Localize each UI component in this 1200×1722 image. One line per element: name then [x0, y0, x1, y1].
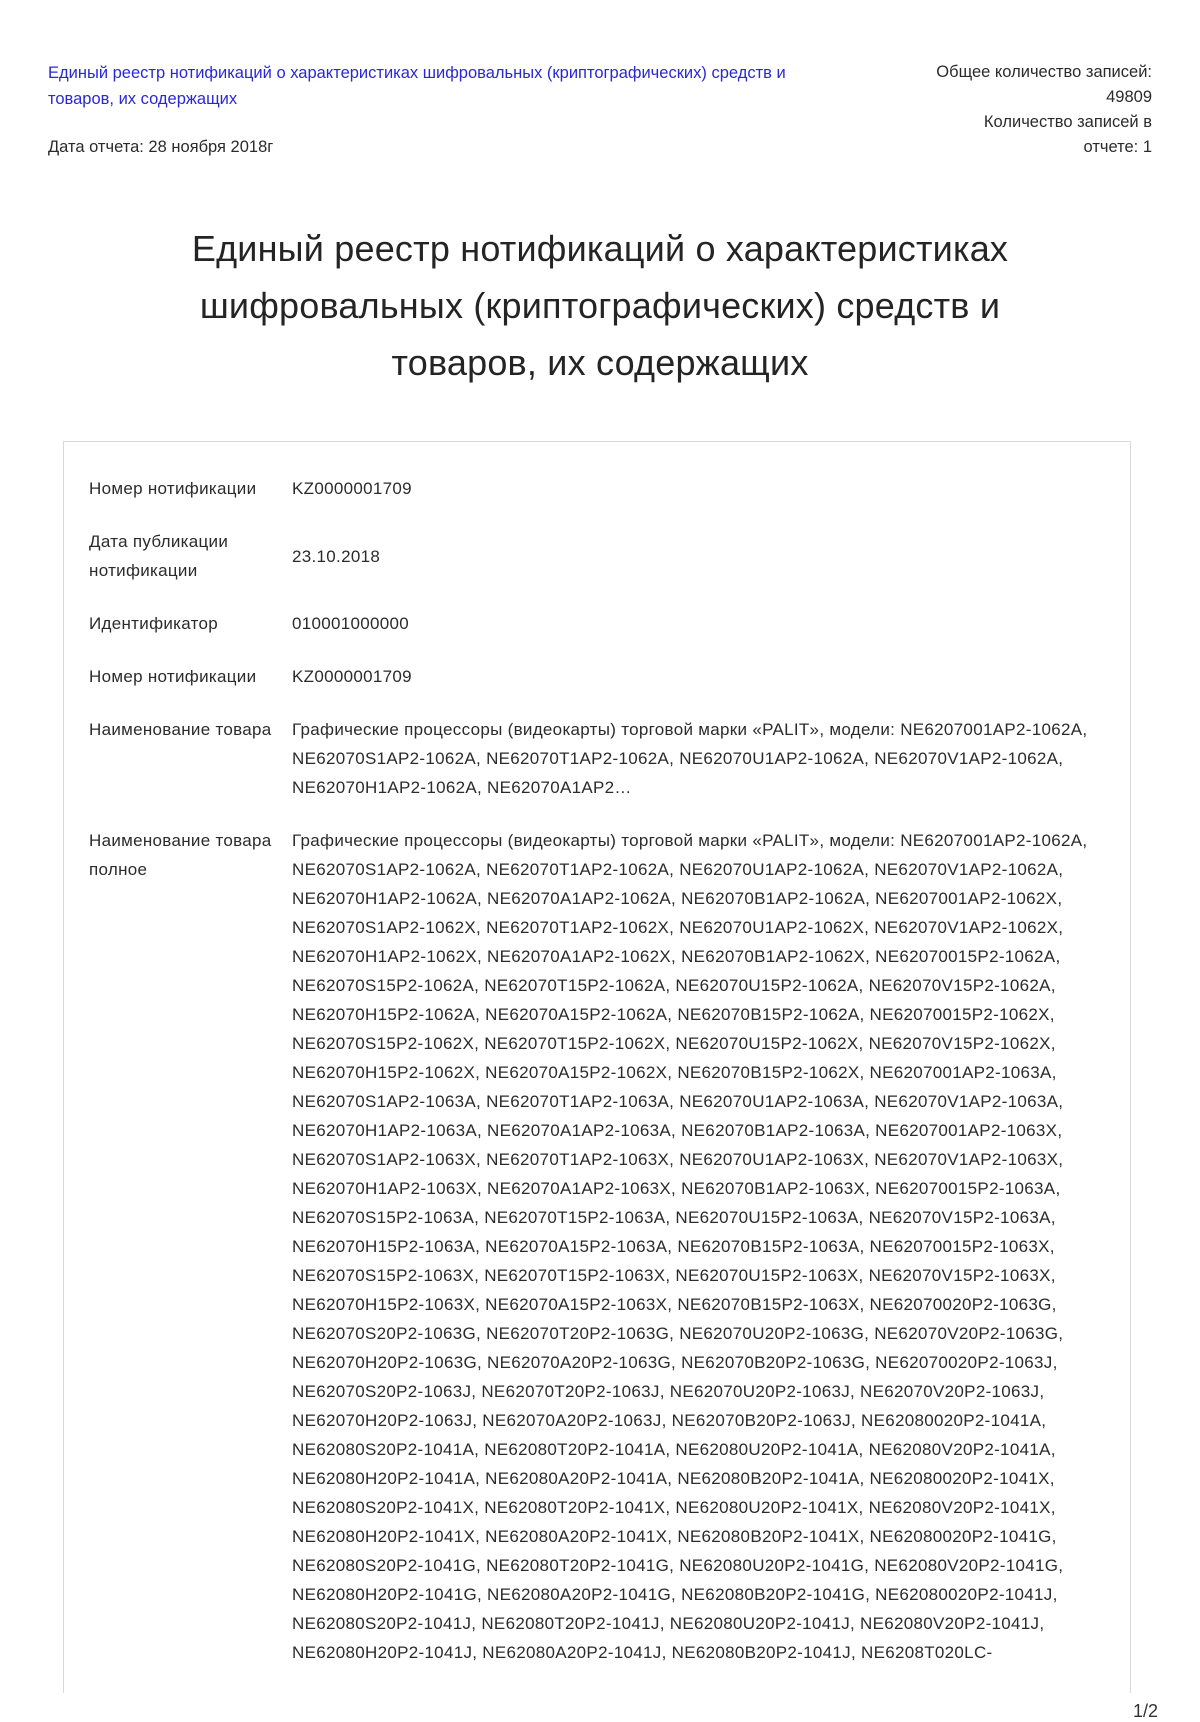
registry-link[interactable]: Единый реестр нотификаций о характеристиках шифровальных (криптографических) средств и товаров, их содержащих — [48, 64, 786, 108]
record-row-notification-number-2 — [89, 650, 1122, 703]
total-records-label: Общее количество записей: — [936, 63, 1152, 81]
report-header — [48, 0, 1152, 160]
page-title: Единый реестр нотификаций о характеристиках шифровальных (криптографических) средств и товаров, их содержащих — [191, 228, 1009, 383]
field-label: Наименование товара — [89, 720, 272, 739]
record-row-product-name — [89, 703, 1122, 814]
record-row-publication-date — [89, 515, 1122, 597]
field-label: Идентификатор — [89, 614, 219, 633]
total-records-value: 49809 — [1106, 88, 1152, 106]
header-stats — [900, 60, 1152, 160]
field-value: KZ0000001709 — [292, 479, 412, 498]
field-label: Наименование товара полное — [89, 831, 272, 879]
report-date: Дата отчета: 28 ноября 2018г — [48, 138, 274, 156]
report-records-value: отчете: 1 — [1083, 138, 1152, 156]
total-records-stat — [900, 60, 1152, 110]
record-row-product-name-full — [89, 814, 1122, 1679]
field-value: Графические процессоры (видеокарты) торговой марки «PALIT», модели: NE6207001AP2-1062A, NE62070S1AP2-1062A, NE62070T1AP2-1062A, NE62070U1AP2-1062A, NE62070V1AP2-1062A, NE62070H1AP2-1062A, NE62070A1AP2… — [292, 720, 1088, 797]
field-label: Номер нотификации — [89, 667, 257, 686]
field-value: Графические процессоры (видеокарты) торговой марки «PALIT», модели: NE6207001AP2-1062A, NE62070S1AP2-1062A, NE62070T1AP2-1062A, NE62070U1AP2-1062A, NE62070V1AP2-1062A, NE62070H1AP2-1062A, NE62070A1AP2-1062A, NE62070B1AP2-1062A, NE6207001AP2-1062X, NE62070S1AP2-1062X, NE62070T1AP2-1062X, NE62070U1AP2-1062X, NE62070V1AP2-1062X, NE62070H1AP2-1062X, NE62070A1AP2-1062X, NE62070B1AP2-1062X, NE62070015P2-1062A, NE62070S15P2-1062A, NE62070T15P2-1062A, NE62070U15P2-1062A, NE62070V15P2-1062A, NE62070H15P2-1062A, NE62070A15P2-1062A, NE62070B15P2-1062A, NE62070015P2-1062X, NE62070S15P2-1062X, NE62070T15P2-1062X, NE62070U15P2-1062X, NE62070V15P2-1062X, NE62070H15P2-1062X, NE62070A15P2-1062X, NE62070B15P2-1062X, NE6207001AP2-1063A, NE62070S1AP2-1063A, NE62070T1AP2-1063A, NE62070U1AP2-1063A, NE62070V1AP2-1063A, NE62070H1AP2-1063A, NE62070A1AP2-1063A, NE62070B1AP2-1063A, NE6207001AP2-1063X, NE62070S1AP2-1063X, NE62070T1AP2-1063X, NE62070U1AP2-1063X, NE62070V1AP2-1063X, NE62070H1AP2-1063X, NE62070A1AP2-1063X, NE62070B1AP2-1063X, NE62070015P2-1063A, NE62070S15P2-1063A, NE62070T15P2-1063A, NE62070U15P2-1063A, NE62070V15P2-1063A, NE62070H15P2-1063A, NE62070A15P2-1063A, NE62070B15P2-1063A, NE62070015P2-1063X, NE62070S15P2-1063X, NE62070T15P2-1063X, NE62070U15P2-1063X, NE62070V15P2-1063X, NE62070H15P2-1063X, NE62070A15P2-1063X, NE62070B15P2-1063X, NE62070020P2-1063G, NE62070S20P2-1063G, NE62070T20P2-1063G, NE62070U20P2-1063G, NE62070V20P2-1063G, NE62070H20P2-1063G, NE62070A20P2-1063G, NE62070B20P2-1063G, NE62070020P2-1063J, NE62070S20P2-1063J, NE62070T20P2-1063J, NE62070U20P2-1063J, NE62070V20P2-1063J, NE62070H20P2-1063J, NE62070A20P2-1063J, NE62070B20P2-1063J, NE62080020P2-1041A, NE62080S20P2-1041A, NE62080T20P2-1041A, NE62080U20P2-1041A, NE62080V20P2-1041A, NE62080H20P2-1041A, NE62080A20P2-1041A, NE62080B20P2-1041A, NE62080020P2-1041X, NE62080S20P2-1041X, NE62080T20P2-1041X, NE62080U20P2-1041X, NE62080V20P2-1041X, NE62080H20P2-1041X, NE62080A20P2-1041X, NE62080B20P2-1041X, NE62080020P2-1041G, NE62080S20P2-1041G, NE62080T20P2-1041G, NE62080U20P2-1041G, NE62080V20P2-1041G, NE62080H20P2-1041G, NE62080A20P2-1041G, NE62080B20P2-1041G, NE62080020P2-1041J, NE62080S20P2-1041J, NE62080T20P2-1041J, NE62080U20P2-1041J, NE62080V20P2-1041J, NE62080H20P2-1041J, NE62080A20P2-1041J, NE62080B20P2-1041J, NE6208T020LC- — [292, 831, 1088, 1662]
field-value: 010001000000 — [292, 614, 410, 633]
report-records-stat — [900, 110, 1152, 160]
report-records-label: Количество записей в — [983, 113, 1152, 131]
record-row-notification-number — [89, 462, 1122, 515]
field-value: 23.10.2018 — [292, 546, 381, 566]
record-row-identifier — [89, 597, 1122, 650]
header-left — [48, 60, 828, 160]
page-indicator: 1/2 — [1132, 1701, 1158, 1721]
field-label: Номер нотификации — [89, 479, 257, 498]
field-value: KZ0000001709 — [292, 667, 412, 686]
field-label: Дата публикации нотификации — [89, 532, 229, 580]
record-card — [63, 441, 1131, 1693]
